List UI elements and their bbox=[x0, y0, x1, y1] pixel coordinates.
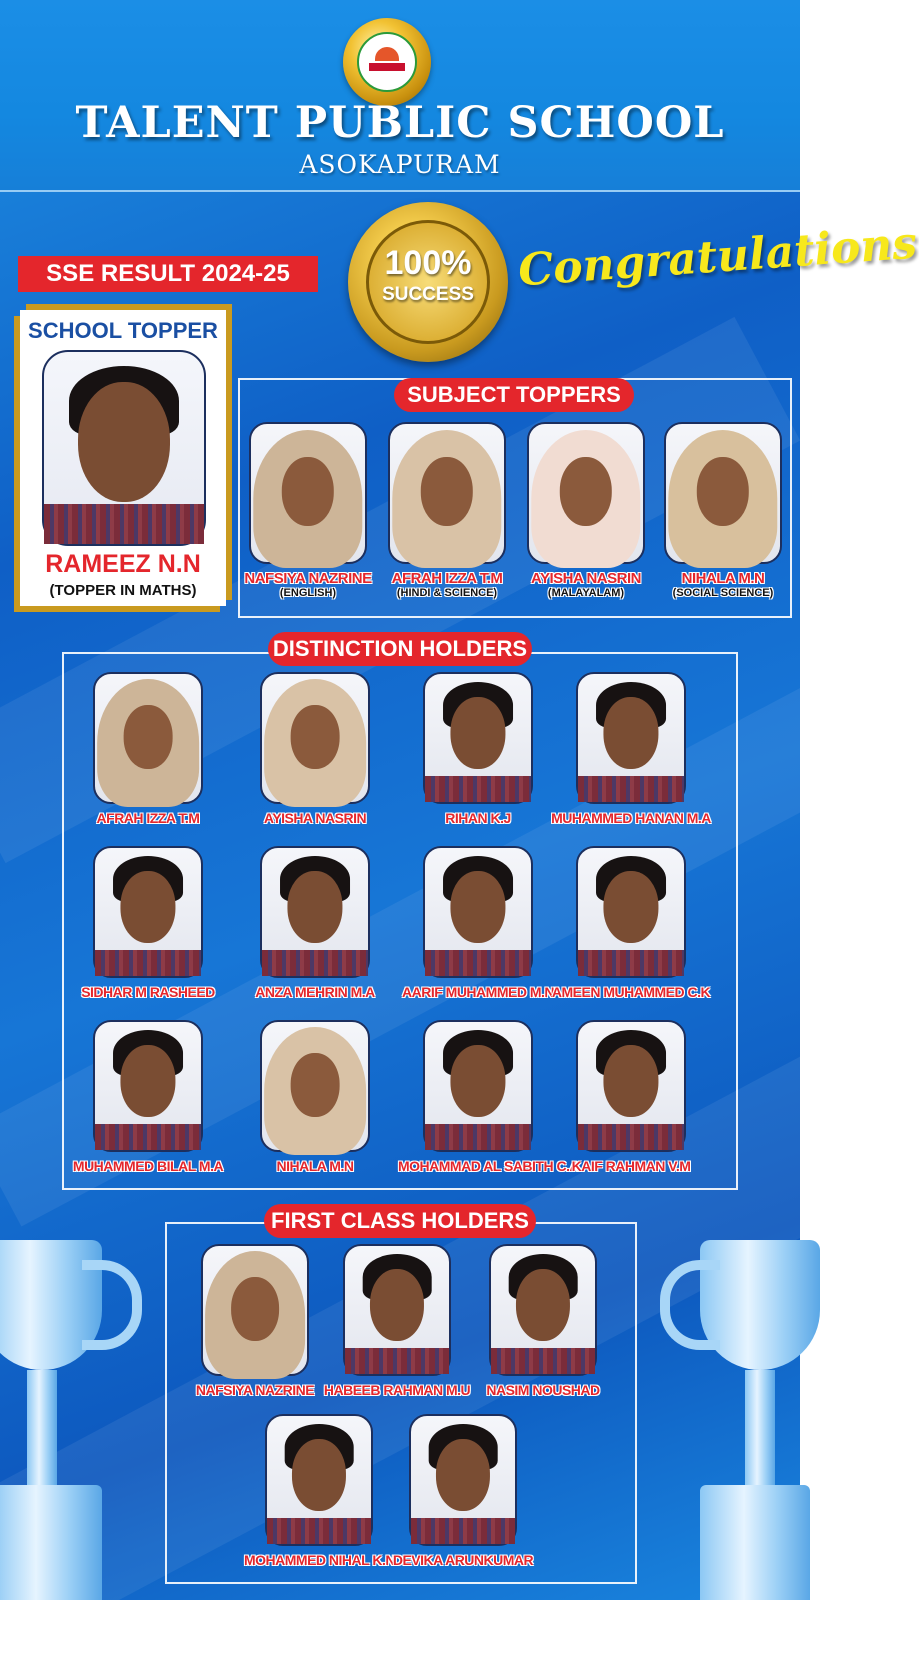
distinction-holder bbox=[235, 1020, 395, 1174]
student-photo bbox=[201, 1244, 309, 1376]
first-class-holder bbox=[388, 1414, 538, 1568]
student-photo bbox=[489, 1244, 597, 1376]
subject-toppers-title: SUBJECT TOPPERS bbox=[394, 378, 634, 412]
student-name: NAFSIYA NAZRINE bbox=[244, 570, 372, 587]
distinction-holder bbox=[551, 672, 711, 826]
student-name: SIDHAR M RASHEED bbox=[81, 984, 215, 1000]
student-photo bbox=[423, 672, 533, 804]
student-name: RIHAN K.J bbox=[445, 810, 511, 826]
student-photo bbox=[343, 1244, 451, 1376]
distinction-holder bbox=[68, 672, 228, 826]
distinction-holder bbox=[398, 672, 558, 826]
student-photo bbox=[527, 422, 645, 564]
student-photo bbox=[93, 1020, 203, 1152]
school-topper-name: RAMEEZ N.N bbox=[45, 550, 201, 578]
student-subject: (MALAYALAM) bbox=[547, 587, 625, 599]
school-topper-photo bbox=[42, 350, 206, 546]
first-class-holders-title: FIRST CLASS HOLDERS bbox=[264, 1204, 536, 1238]
student-photo bbox=[576, 846, 686, 978]
student-name: MUHAMMED HANAN M.A bbox=[551, 810, 711, 826]
student-photo bbox=[423, 1020, 533, 1152]
student-photo bbox=[260, 846, 370, 978]
student-name: AYISHA NASRIN bbox=[263, 810, 367, 826]
distinction-holder bbox=[551, 846, 711, 1000]
distinction-holder bbox=[235, 672, 395, 826]
result-banner: SSE RESULT 2024-25 bbox=[18, 256, 318, 292]
distinction-holder bbox=[398, 1020, 580, 1174]
student-photo bbox=[249, 422, 367, 564]
distinction-holder bbox=[551, 1020, 711, 1174]
student-photo bbox=[93, 846, 203, 978]
student-photo bbox=[576, 672, 686, 804]
subject-topper bbox=[657, 422, 789, 599]
school-topper-title: SCHOOL TOPPER bbox=[28, 318, 218, 343]
distinction-holders-title: DISTINCTION HOLDERS bbox=[268, 632, 532, 666]
student-photo bbox=[409, 1414, 517, 1546]
student-photo bbox=[388, 422, 506, 564]
subject-topper bbox=[381, 422, 513, 599]
subject-topper bbox=[520, 422, 652, 599]
first-class-holder bbox=[180, 1244, 330, 1398]
distinction-holder bbox=[235, 846, 395, 1000]
student-name: MOHAMMED NIHAL K.N bbox=[244, 1552, 395, 1568]
student-photo bbox=[576, 1020, 686, 1152]
student-name: AFRAH IZZA T.M bbox=[391, 570, 503, 587]
student-photo bbox=[93, 672, 203, 804]
student-name: KAIF RAHMAN V.M bbox=[571, 1158, 691, 1174]
student-name: NIHALA M.N bbox=[276, 1158, 354, 1174]
student-name: HABEEB RAHMAN M.U bbox=[323, 1382, 471, 1398]
student-name: AYISHA NASRIN bbox=[531, 570, 641, 587]
first-class-holder bbox=[322, 1244, 472, 1398]
student-photo bbox=[423, 846, 533, 978]
distinction-holder bbox=[68, 1020, 228, 1174]
student-photo bbox=[265, 1414, 373, 1546]
school-topper-note: (TOPPER IN MATHS) bbox=[49, 582, 197, 599]
student-photo bbox=[664, 422, 782, 564]
header bbox=[0, 0, 800, 192]
school-topper-card bbox=[20, 310, 226, 606]
student-name: NAFSIYA NAZRINE bbox=[195, 1382, 315, 1398]
trophy-icon bbox=[660, 1230, 820, 1600]
congratulations-text: Congratulations bbox=[516, 217, 919, 297]
first-class-holder bbox=[244, 1414, 394, 1568]
student-name: MUHAMMED BILAL M.A bbox=[72, 1158, 224, 1174]
school-logo-icon bbox=[343, 18, 431, 106]
subject-topper bbox=[242, 422, 374, 599]
distinction-holder bbox=[68, 846, 228, 1000]
student-name: AMEEN MUHAMMED C.K bbox=[551, 984, 711, 1000]
student-subject: (ENGLISH) bbox=[279, 587, 337, 599]
success-seal-icon bbox=[348, 202, 508, 362]
first-class-holder bbox=[468, 1244, 618, 1398]
trophy-icon bbox=[0, 1230, 142, 1600]
student-photo bbox=[260, 1020, 370, 1152]
school-name: TALENT PUBLIC SCHOOL bbox=[75, 98, 725, 148]
success-percent: 100% bbox=[384, 244, 472, 282]
student-name: AFRAH IZZA T.M bbox=[96, 810, 200, 826]
distinction-holder bbox=[398, 846, 558, 1000]
student-subject: (SOCIAL SCIENCE) bbox=[672, 587, 774, 599]
success-word: SUCCESS bbox=[382, 284, 474, 305]
student-photo bbox=[260, 672, 370, 804]
student-name: NIHALA M.N bbox=[681, 570, 765, 587]
student-name: AARIF MUHAMMED M.N bbox=[402, 984, 554, 1000]
student-name: ANZA MEHRIN M.A bbox=[255, 984, 375, 1000]
student-name: MOHAMMAD AL SABITH C.A bbox=[398, 1158, 580, 1174]
school-place: ASOKAPURAM bbox=[299, 150, 501, 179]
student-subject: (HINDI & SCIENCE) bbox=[396, 587, 498, 599]
student-name: DEVIKA ARUNKUMAR bbox=[392, 1552, 534, 1568]
student-name: NASIM NOUSHAD bbox=[486, 1382, 600, 1398]
